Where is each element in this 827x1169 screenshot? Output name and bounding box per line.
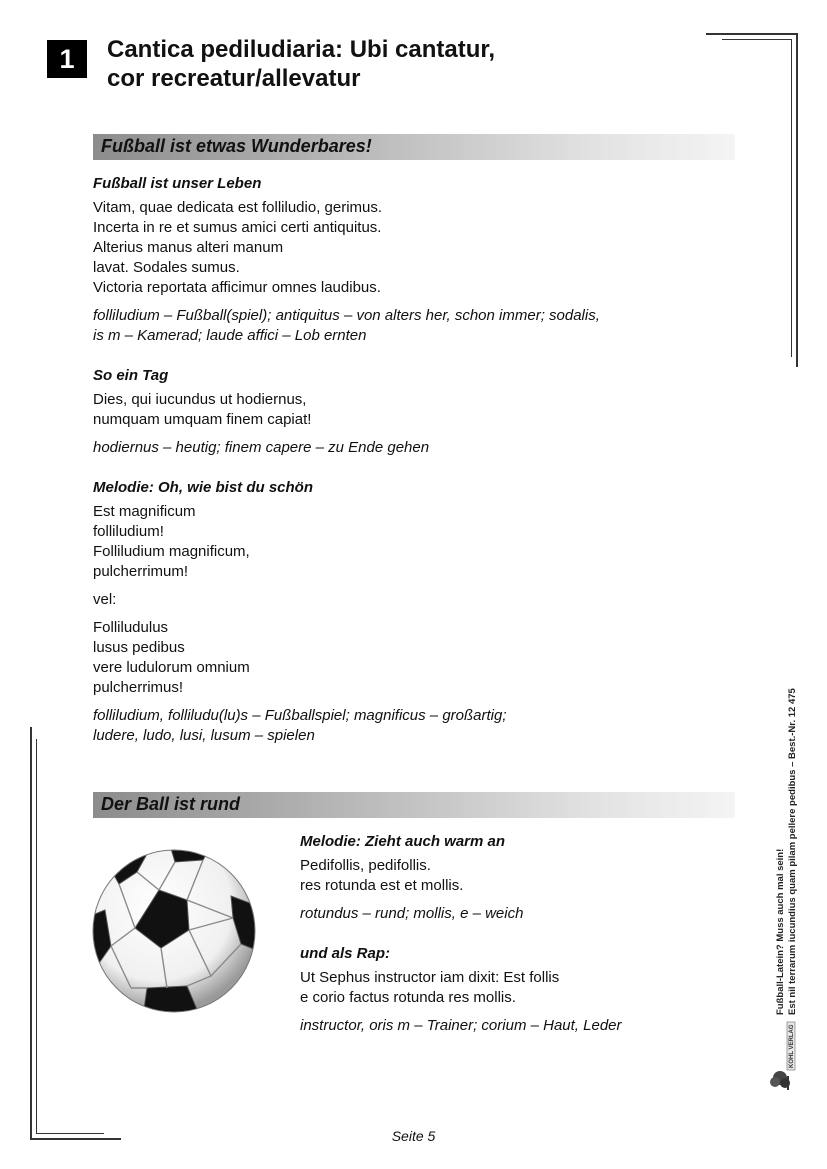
song-line: Incerta in re et sumus amici certi antiquitus. (93, 219, 382, 236)
song-line: pulcherrimus! (93, 679, 184, 696)
song-fussball-ist-unser-leben (93, 174, 600, 346)
frame-top-right-inner (722, 39, 792, 40)
song-so-ein-tag (93, 366, 429, 458)
song-line: Est magnificum (93, 503, 196, 520)
song-oh-wie-bist-du-schoen (93, 478, 507, 746)
page-number: Seite 5 (391, 1128, 436, 1144)
song-rap (300, 944, 622, 1036)
song-line: lavat. Sodales sumus. (93, 259, 240, 276)
frame-right-inner (791, 39, 792, 357)
song-line: Victoria reportata afficimur omnes laudibus. (93, 279, 381, 296)
side-book-subtitle: Est nil terrarum iucundius quam pilam pellere pedibus – Best.-Nr. 12 475 (787, 688, 798, 1015)
song-line: folliludium! (93, 523, 164, 540)
vocabulary-gloss: is m – Kamerad; laude affici – Lob ernten (93, 327, 367, 344)
chapter-number: 1 (59, 43, 75, 74)
song-line: Vitam, quae dedicata est folliludio, gerimus. (93, 199, 383, 216)
publisher-logo-icon (767, 1020, 801, 1094)
vocabulary-gloss: ludere, ludo, lusi, lusum – spielen (93, 727, 315, 744)
song-line: vere ludulorum omnium (93, 659, 250, 676)
song-title: Fußball ist unser Leben (93, 175, 262, 192)
song-line: lusus pedibus (93, 639, 185, 656)
publisher-logo-text: KOHL VERLAG (789, 1024, 795, 1068)
section-heading-2: Der Ball ist rund (101, 794, 241, 814)
page-title (107, 35, 667, 93)
song-line: numquam umquam finem capiat! (93, 411, 312, 428)
soccer-ball-icon (91, 848, 257, 1014)
side-book-info (775, 688, 799, 1015)
song-title: Melodie: Oh, wie bist du schön (93, 479, 314, 496)
side-book-title: Fußball-Latein? Muss auch mal sein! (775, 848, 786, 1015)
song-line: res rotunda est et mollis. (300, 877, 464, 894)
vocabulary-gloss: folliludium, folliludu(lu)s – Fußballspiel; magnificus – großartig; (93, 707, 507, 724)
vocabulary-gloss: folliludium – Fußball(spiel); antiquitus – von alters her, schon immer; sodalis, (93, 307, 600, 324)
separator-vel: vel: (93, 591, 117, 608)
section-heading-1: Fußball ist etwas Wunderbares! (101, 136, 372, 156)
section-header-bar-2 (93, 792, 735, 818)
vocabulary-gloss: rotundus – rund; mollis, e – weich (300, 905, 524, 922)
song-line: pulcherrimum! (93, 563, 189, 580)
song-line: e corio factus rotunda res mollis. (300, 989, 516, 1006)
song-title: So ein Tag (93, 367, 169, 384)
song-line: Folliludium magnificum, (93, 543, 250, 560)
song-line: Ut Sephus instructor iam dixit: Est follis (300, 969, 560, 986)
song-line: Alterius manus alteri manum (93, 239, 284, 256)
song-title: und als Rap: (300, 945, 391, 962)
vocabulary-gloss: hodiernus – heutig; finem capere – zu Ende gehen (93, 439, 430, 456)
page-title-line-1: Cantica pediludiaria: Ubi cantatur, (107, 36, 496, 63)
page-title-line-2: cor recreatur/allevatur (107, 65, 361, 92)
song-line: Folliludulus (93, 619, 169, 636)
chapter-number-box (47, 40, 87, 78)
frame-top-right-outer (706, 33, 797, 35)
frame-left-outer (30, 727, 32, 1139)
section-header-bar-1 (93, 134, 735, 160)
song-line: Dies, qui iucundus ut hodiernus, (93, 391, 307, 408)
vocabulary-gloss: instructor, oris m – Trainer; corium – Haut, Leder (300, 1017, 622, 1034)
song-zieht-auch-warm-an (300, 832, 523, 924)
frame-right-outer (796, 33, 798, 367)
frame-left-inner (36, 739, 37, 1133)
song-title: Melodie: Zieht auch warm an (300, 833, 506, 850)
song-line: Pedifollis, pedifollis. (300, 857, 431, 874)
